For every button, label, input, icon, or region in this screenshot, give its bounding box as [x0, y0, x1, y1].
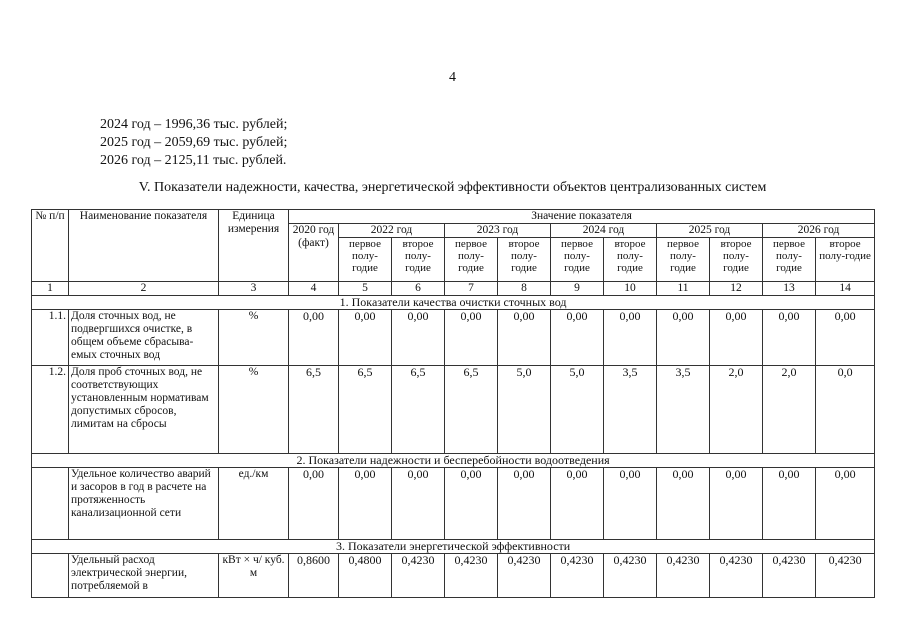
- column-number: 11: [657, 282, 710, 296]
- cell-value: 0,4230: [551, 554, 604, 598]
- header-year-2025: 2025 год: [657, 224, 763, 238]
- cell-value: 3,5: [604, 366, 657, 454]
- column-number: 12: [710, 282, 763, 296]
- cell-value: 0,00: [816, 310, 875, 366]
- cost-lines: [100, 116, 287, 170]
- indicators-table: [31, 209, 875, 598]
- header-half: второе полу-годие: [392, 238, 445, 282]
- cell-value: 6,5: [445, 366, 498, 454]
- header-half: первое полу-годие: [551, 238, 604, 282]
- section-heading: 2. Показатели надежности и бесперебойности водоотведения: [32, 454, 875, 468]
- header-half: второе полу-годие: [816, 238, 875, 282]
- cell-value: 0,4230: [498, 554, 551, 598]
- cell-value: 0,00: [657, 468, 710, 540]
- cell-value: 0,00: [710, 310, 763, 366]
- column-number: 14: [816, 282, 875, 296]
- row-index: 1.2.: [32, 366, 69, 454]
- header-half: первое полу-годие: [339, 238, 392, 282]
- header-half: первое полу-годие: [445, 238, 498, 282]
- cell-value: 3,5: [657, 366, 710, 454]
- column-number: 13: [763, 282, 816, 296]
- header-value: Значение показателя: [289, 210, 875, 224]
- cell-value: 0,00: [763, 310, 816, 366]
- cell-value: 2,0: [763, 366, 816, 454]
- row-name: Удельный расход электрической энергии, потребляемой в: [69, 554, 219, 598]
- header-year-2023: 2023 год: [445, 224, 551, 238]
- header-name: Наименование показателя: [69, 210, 219, 282]
- cost-line-2025: 2025 год – 2059,69 тыс. рублей;: [100, 135, 288, 150]
- cell-value: 0,00: [445, 468, 498, 540]
- column-number: 10: [604, 282, 657, 296]
- cell-value: 0,00: [498, 468, 551, 540]
- cell-value: 0,00: [289, 468, 339, 540]
- page-number: 4: [449, 70, 456, 85]
- header-half: второе полу-годие: [498, 238, 551, 282]
- cell-value: 0,4230: [604, 554, 657, 598]
- column-number: 2: [69, 282, 219, 296]
- row-index: [32, 468, 69, 540]
- header-year-2022: 2022 год: [339, 224, 445, 238]
- header-half: второе полу-годие: [710, 238, 763, 282]
- cell-value: 0,4800: [339, 554, 392, 598]
- cell-value: 0,00: [289, 310, 339, 366]
- cell-value: 0,00: [551, 468, 604, 540]
- header-unit: Единица измерения: [219, 210, 289, 282]
- header-num: № п/п: [32, 210, 69, 282]
- header-year-2026: 2026 год: [763, 224, 875, 238]
- cost-line-2026: 2026 год – 2125,11 тыс. рублей.: [100, 153, 287, 168]
- row-unit: кВт × ч/ куб. м: [219, 554, 289, 598]
- cell-value: 5,0: [551, 366, 604, 454]
- cell-value: 0,00: [339, 310, 392, 366]
- row-name: Доля сточных вод, не подвергшихся очистке, в общем объеме сбрасыва-емых сточных вод: [69, 310, 219, 366]
- column-number: 7: [445, 282, 498, 296]
- cell-value: 6,5: [392, 366, 445, 454]
- table-row: [32, 310, 875, 366]
- cell-value: 0,00: [392, 468, 445, 540]
- cell-value: 0,00: [551, 310, 604, 366]
- cell-value: 0,4230: [392, 554, 445, 598]
- cell-value: 0,4230: [763, 554, 816, 598]
- row-unit: %: [219, 366, 289, 454]
- header-year-2024: 2024 год: [551, 224, 657, 238]
- cell-value: 0,00: [604, 310, 657, 366]
- column-number: 5: [339, 282, 392, 296]
- row-name: Удельное количество аварий и засоров в год в расчете на протяженность канализационной сети: [69, 468, 219, 540]
- header-year-2020: [289, 224, 339, 282]
- row-unit: ед./км: [219, 468, 289, 540]
- column-number: 6: [392, 282, 445, 296]
- cell-value: 0,00: [392, 310, 445, 366]
- table-row: [32, 366, 875, 454]
- section-title: V. Показатели надежности, качества, энергетической эффективности объектов централизованных систем: [138, 180, 767, 195]
- column-number: 3: [219, 282, 289, 296]
- column-number: 4: [289, 282, 339, 296]
- cell-value: 0,00: [657, 310, 710, 366]
- cell-value: 0,00: [710, 468, 763, 540]
- section-heading: 1. Показатели качества очистки сточных вод: [32, 296, 875, 310]
- header-half: первое полу-годие: [763, 238, 816, 282]
- table-row: [32, 468, 875, 540]
- column-number: 1: [32, 282, 69, 296]
- column-number: 9: [551, 282, 604, 296]
- cell-value: 6,5: [339, 366, 392, 454]
- cell-value: 6,5: [289, 366, 339, 454]
- cell-value: 0,0: [816, 366, 875, 454]
- header-half: первое полу-годие: [657, 238, 710, 282]
- cell-value: 0,4230: [710, 554, 763, 598]
- column-numbers-row: [32, 282, 875, 296]
- cell-value: 0,00: [816, 468, 875, 540]
- cell-value: 0,00: [604, 468, 657, 540]
- year-2020-label: 2020 год: [292, 224, 335, 236]
- cell-value: 0,4230: [657, 554, 710, 598]
- cell-value: 5,0: [498, 366, 551, 454]
- row-unit: %: [219, 310, 289, 366]
- table-row: [32, 554, 875, 598]
- cell-value: 0,8600: [289, 554, 339, 598]
- row-index: 1.1.: [32, 310, 69, 366]
- row-index: [32, 554, 69, 598]
- column-number: 8: [498, 282, 551, 296]
- cell-value: 2,0: [710, 366, 763, 454]
- cell-value: 0,00: [339, 468, 392, 540]
- header-half: второе полу-годие: [604, 238, 657, 282]
- cost-line-2024: 2024 год – 1996,36 тыс. рублей;: [100, 117, 288, 132]
- cell-value: 0,00: [498, 310, 551, 366]
- cell-value: 0,4230: [445, 554, 498, 598]
- year-2020-fact: (факт): [298, 237, 329, 249]
- cell-value: 0,00: [763, 468, 816, 540]
- section-heading: 3. Показатели энергетической эффективности: [32, 540, 875, 554]
- cell-value: 0,00: [445, 310, 498, 366]
- row-name: Доля проб сточных вод, не соответствующих установленным нормативам допустимых сбросов, лимитам на сбросы: [69, 366, 219, 454]
- cell-value: 0,4230: [816, 554, 875, 598]
